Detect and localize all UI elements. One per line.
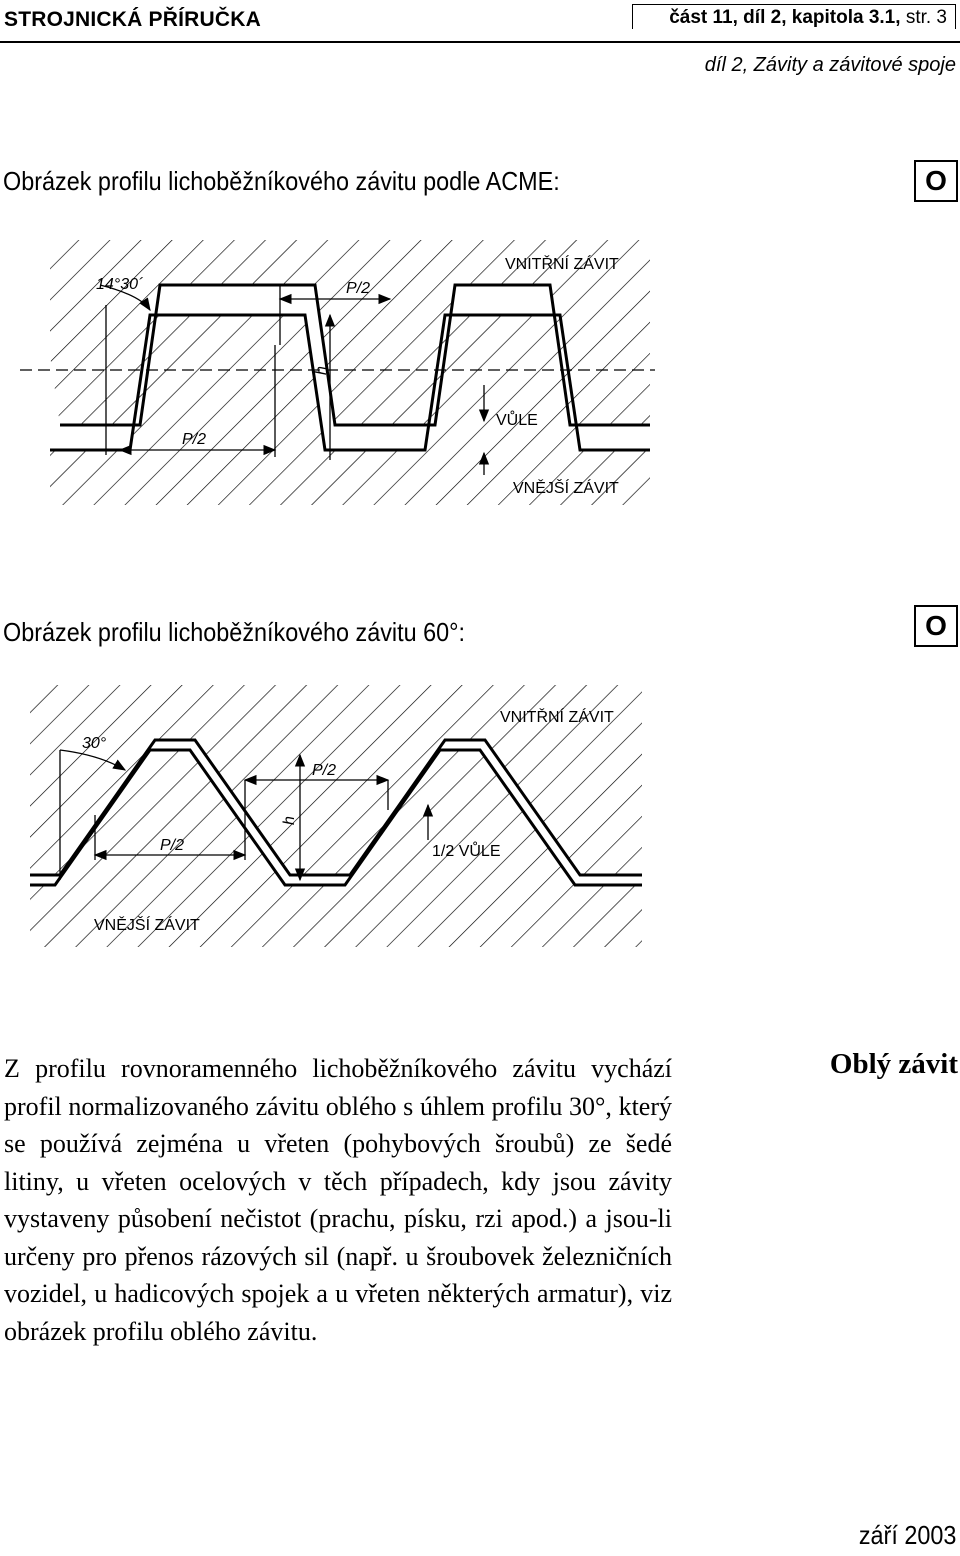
thread-60-clearance-label: 1/2 VŮLE <box>432 843 501 860</box>
acme-angle-label: 14°30´ <box>96 276 144 293</box>
figure-60-title: Obrázek profilu lichoběžníkového závitu 60°: <box>3 617 466 647</box>
thread-60-height-label: h <box>281 816 298 825</box>
section-reference <box>632 4 956 29</box>
section-reference-bold: část 11, díl 2, kapitola 3.1, <box>669 7 901 28</box>
chapter-subtitle: díl 2, Závity a závitové spoje <box>704 54 956 76</box>
thread-60-half-pitch-bottom-label: P/2 <box>160 837 185 854</box>
handbook-title: STROJNICKÁ PŘÍRUČKA <box>4 8 261 31</box>
thread-60-external-label: VNĚJŠÍ ZÁVIT <box>94 917 200 934</box>
acme-half-pitch-top-label: P/2 <box>346 280 371 297</box>
acme-clearance-label: VŮLE <box>496 412 538 429</box>
section-heading-round-thread: Oblý závit <box>829 1048 958 1080</box>
figure-acme-badge: O <box>914 160 958 202</box>
figure-acme-title: Obrázek profilu lichoběžníkového závitu podle ACME: <box>3 166 560 196</box>
footer-date: září 2003 <box>858 1520 956 1550</box>
acme-internal-label: VNITŘNÍ ZÁVIT <box>505 256 619 273</box>
thread-60-internal-label: VNITŘNÍ ZÁVIT <box>500 709 614 726</box>
acme-external-label: VNĚJŠÍ ZÁVIT <box>513 480 619 497</box>
acme-height-label: h <box>313 366 330 375</box>
figure-60-badge: O <box>914 605 958 647</box>
thread-60-profile-drawing <box>0 680 960 955</box>
thread-60-half-pitch-top-label: P/2 <box>312 762 337 779</box>
body-paragraph: Z profilu rovnoramenného lichoběžníkového závitu vychází profil normalizovaného závitu oblého s úhlem profilu 30°, který se používá zejména u vřeten (pohybových šroubů) ze šedé litiny, u vřeten ocelových v těch případech, kdy jsou závity vystaveny působení nečistot (prachu, písku, rzi apod.) a jsou-li určeny pro přenos rázových sil (např. u šroubovek železničních vozidel, u hadicových spojek a u vřeten některých armatur), viz obrázek profilu oblého závitu. <box>4 1054 672 1346</box>
header-rule <box>0 41 960 43</box>
acme-half-pitch-bottom-label: P/2 <box>182 431 207 448</box>
thread-60-angle-label: 30° <box>82 735 107 752</box>
acme-thread-profile-drawing <box>0 225 960 525</box>
section-reference-page: str. 3 <box>905 7 947 28</box>
